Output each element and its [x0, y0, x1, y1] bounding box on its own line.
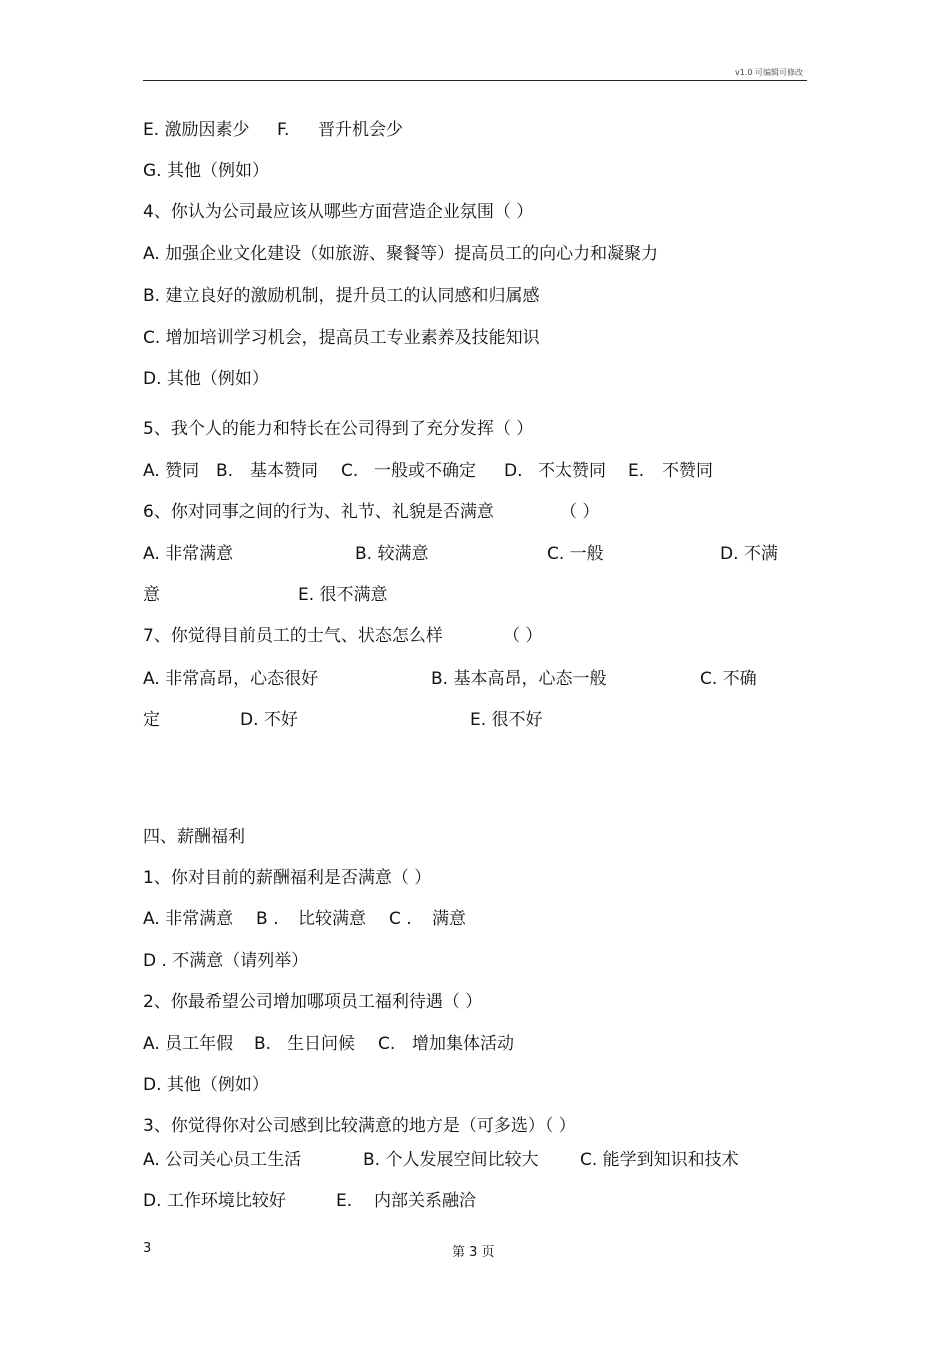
option-line: B. 建立良好的激励机制，提升员工的认同感和归属感 — [143, 286, 540, 306]
option-text: A. 非常高昂，心态很好 — [143, 669, 319, 689]
question-1: 1、你对目前的薪酬福利是否满意（ ） — [143, 868, 432, 888]
option-text: 满意 — [432, 909, 466, 929]
question-2: 2、你最希望公司增加哪项员工福利待遇（ ） — [143, 992, 483, 1012]
option-text: A. 非常满意 — [143, 544, 234, 564]
option-text: 生日问候 — [287, 1034, 355, 1054]
option-text: B. 基本高昂，心态一般 — [431, 669, 607, 689]
question-5: 5、我个人的能力和特长在公司得到了充分发挥（ ） — [143, 419, 534, 439]
question-3: 3、你觉得你对公司感到比较满意的地方是（可多选）（ ） — [143, 1116, 576, 1136]
option-text: A. 员工年假 — [143, 1034, 234, 1054]
option-text: 意 — [143, 585, 160, 605]
option-text: 一般或不确定 — [374, 461, 476, 481]
option-text: 不赞同 — [662, 461, 713, 481]
option-text: 比较满意 — [298, 909, 366, 929]
option-label: B. — [216, 461, 234, 481]
option-line: E. 激励因素少 — [143, 120, 250, 140]
option-text: A. 赞同 — [143, 461, 200, 481]
question-6: 6、你对同事之间的行为、礼节、礼貌是否满意 — [143, 502, 494, 522]
option-text: 内部关系融洽 — [374, 1191, 476, 1211]
option-text: 定 — [143, 710, 160, 730]
option-label: D. — [504, 461, 523, 481]
option-label: C . — [389, 909, 412, 929]
option-line: D . 不满意（请列举） — [143, 951, 309, 971]
option-text: C. 能学到知识和技术 — [580, 1150, 739, 1170]
option-label: B . — [256, 909, 279, 929]
answer-bracket: （ ） — [560, 502, 600, 522]
option-text: A. 公司关心员工生活 — [143, 1150, 302, 1170]
option-label: B. — [254, 1034, 272, 1054]
option-text: B. 较满意 — [355, 544, 429, 564]
option-text: A. 非常满意 — [143, 909, 234, 929]
option-text: E. 很不好 — [470, 710, 543, 730]
option-text: D. 不好 — [240, 710, 298, 730]
option-line: D. 其他（例如） — [143, 369, 269, 389]
option-text: C. 一般 — [547, 544, 604, 564]
option-label: E. — [628, 461, 645, 481]
option-text: C. 不确 — [700, 669, 757, 689]
option-text: 不太赞同 — [538, 461, 606, 481]
option-text: B. 个人发展空间比较大 — [363, 1150, 539, 1170]
page-header-text: v1.0 可编辑可修改 — [735, 68, 803, 77]
option-label: C. — [341, 461, 359, 481]
question-7: 7、你觉得目前员工的士气、状态怎么样 — [143, 626, 443, 646]
footer-page-label: 第 3 页 — [452, 1245, 495, 1260]
option-label: E. — [336, 1191, 353, 1211]
footer-page-number: 3 — [143, 1241, 152, 1256]
option-label: C. — [378, 1034, 396, 1054]
section-heading: 四、薪酬福利 — [143, 827, 245, 847]
answer-bracket: （ ） — [503, 626, 543, 646]
option-line: C. 增加培训学习机会，提高员工专业素养及技能知识 — [143, 328, 540, 348]
option-text: D. 不满 — [720, 544, 778, 564]
header-rule — [143, 80, 807, 81]
option-text: D. 工作环境比较好 — [143, 1191, 286, 1211]
option-text: E. 很不满意 — [298, 585, 388, 605]
option-text: 基本赞同 — [250, 461, 318, 481]
option-text: 晋升机会少 — [318, 120, 403, 140]
option-line: G. 其他（例如） — [143, 161, 269, 181]
option-line: D. 其他（例如） — [143, 1075, 269, 1095]
question-4: 4、你认为公司最应该从哪些方面营造企业氛围（ ） — [143, 202, 534, 222]
option-label: F. — [277, 120, 290, 140]
option-line: A. 加强企业文化建设（如旅游、聚餐等）提高员工的向心力和凝聚力 — [143, 244, 659, 264]
option-text: 增加集体活动 — [412, 1034, 514, 1054]
